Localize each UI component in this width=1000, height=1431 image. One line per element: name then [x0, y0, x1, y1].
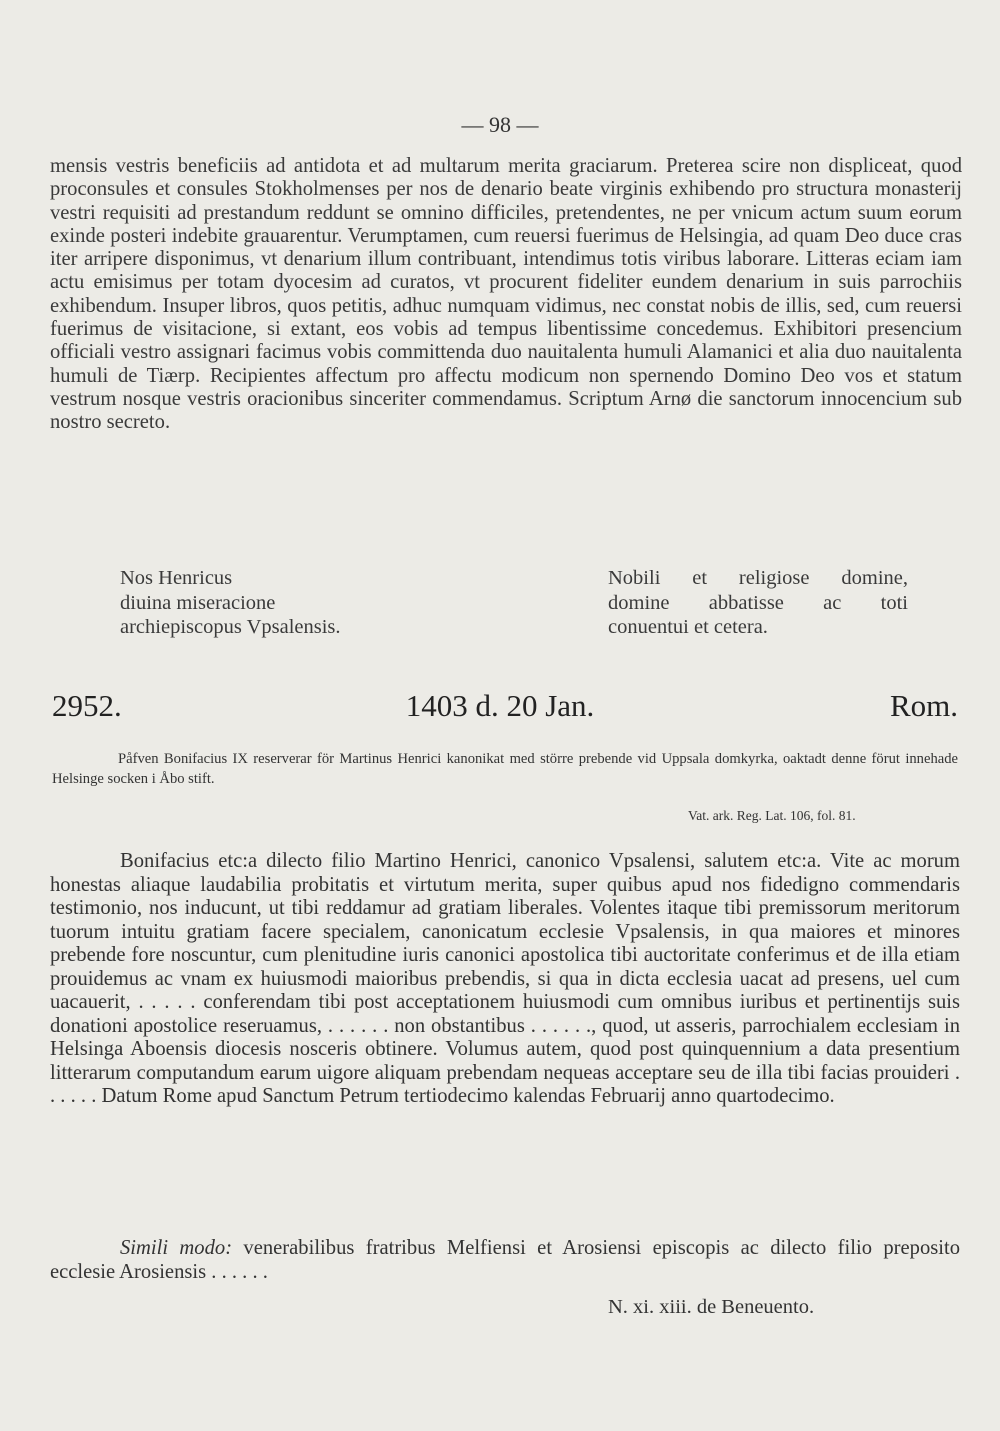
letter-text: mensis vestris beneficiis ad antidota et ad multarum merita graciarum. Preterea scire non displiceat, quod proconsules et consules Stokholmenses per nos de denario beate virginis exhibendo pro structura monasterij vestri requisiti ad prestandum reddunt se omnino difficiles, pretendentes, ne per vnicum actum suum eorum exinde posteri indebite grauarentur. Verumptamen, cum reuersi fuerimus de Helsingia, ad quam Deo duce cras iter arripere disponimus, vt denarium illum contribuant, intendimus totis viribus laborare. Litteras eciam iam actu emisimus per totam dyocesim ad curatos, vt procurent fideliter eundem denarium in suis parrochiis exhibendum. Insuper libros, quos petitis, adhuc numquam vidimus, nec constat nobis de illis, sed, cum reuersi fuerimus de visitacione, si extant, eos vobis ad tempus libentissime concedemus. Exhibitori presencium officiali vestro assignari facimus vobis committenda duo nauitalenta humuli Alamanici et alia duo nauitalenta humuli de Tiærp. Recipientes affectum pro affectu modicum non spernendo Domino Deo vos et statum vestrum nosque vestris oracionibus sinceriter commendamus. Scriptum Arnø die sanctorum innocencium sub nostro secreto. — [50, 155, 962, 434]
addressee-line: conuentui et cetera. — [608, 616, 768, 638]
sender-block — [120, 566, 480, 640]
simili-text: venerabilibus fratribus Melfiensi et Arosiensi episcopis ac dilecto filio preposito ecclesie Arosiensis . . . . . . — [50, 1237, 960, 1283]
entry-place: Rom. — [889, 688, 958, 723]
sender-line: Nos Henricus — [120, 567, 233, 589]
addressee-line: domine abbatisse ac toti — [608, 591, 908, 614]
addressee-line: Nobili et religiose domine, — [608, 567, 908, 589]
footer-reference: N. xi. xiii. de Beneuento. — [608, 1296, 815, 1318]
entry-date: 1403 d. 20 Jan. — [405, 688, 595, 723]
entry-body: Bonifacius etc:a dilecto filio Martino Henrici, canonico Vpsalensi, salutem etc:a. Vite ac morum honestas aliaque laudabilia probitatis et virtutum merita, super quibus apud nos fidedigno commendaris testimonio, nos inducunt, ut tibi reddamur ad gratiam liberales. Volentes itaque tibi premissorum meritorum tuorum intuitu gratiam facere specialem, canonicatum ecclesie Vpsalensis, in qua maiores et minores prebende fore noscuntur, cum plenitudine iuris canonici apostolica tibi auctoritate conferimus et de illa etiam prouidemus ac vnam ex huiusmodi maioribus prebendis, si qua in dicta ecclesia uacat ad presens, uel cum uacauerit, . . . . . conferendam tibi post acceptationem huiusmodi cum omnibus iuribus et pertinentijs suis donationi apostolice reseruamus, . . . . . . non obstantibus . . . . . ., quod, ut asseris, parrochialem ecclesiam in Helsinga Aboensis diocesis nosceris obtinere. Volumus autem, quod post quinquennium a data presentium litterarum computandum earum uigore aliquam prebendam nequeas acceptare seu de illa tibi facias prouideri . . . . . . Datum Rome apud Sanctum Petrum tertiodecimo kalendas Februarij anno quartodecimo. — [50, 850, 960, 1107]
sender-line: archiepiscopus Vpsalensis. — [120, 616, 341, 638]
page-number: — 98 — — [461, 112, 539, 137]
entry-source: Vat. ark. Reg. Lat. 106, fol. 81. — [688, 808, 856, 823]
addressee-block — [608, 566, 908, 640]
entry-number: 2952. — [52, 688, 122, 723]
simili-label: Simili modo: — [120, 1237, 233, 1259]
sender-line: diuina miseracione — [120, 591, 276, 614]
entry-summary: Påfven Bonifacius IX reserverar för Martinus Henrici kanonikat med större prebende vid Uppsala domkyrka, oaktadt denne förut innehade Helsinge socken i Åbo stift. — [52, 751, 958, 787]
simili-paragraph — [50, 1237, 960, 1284]
